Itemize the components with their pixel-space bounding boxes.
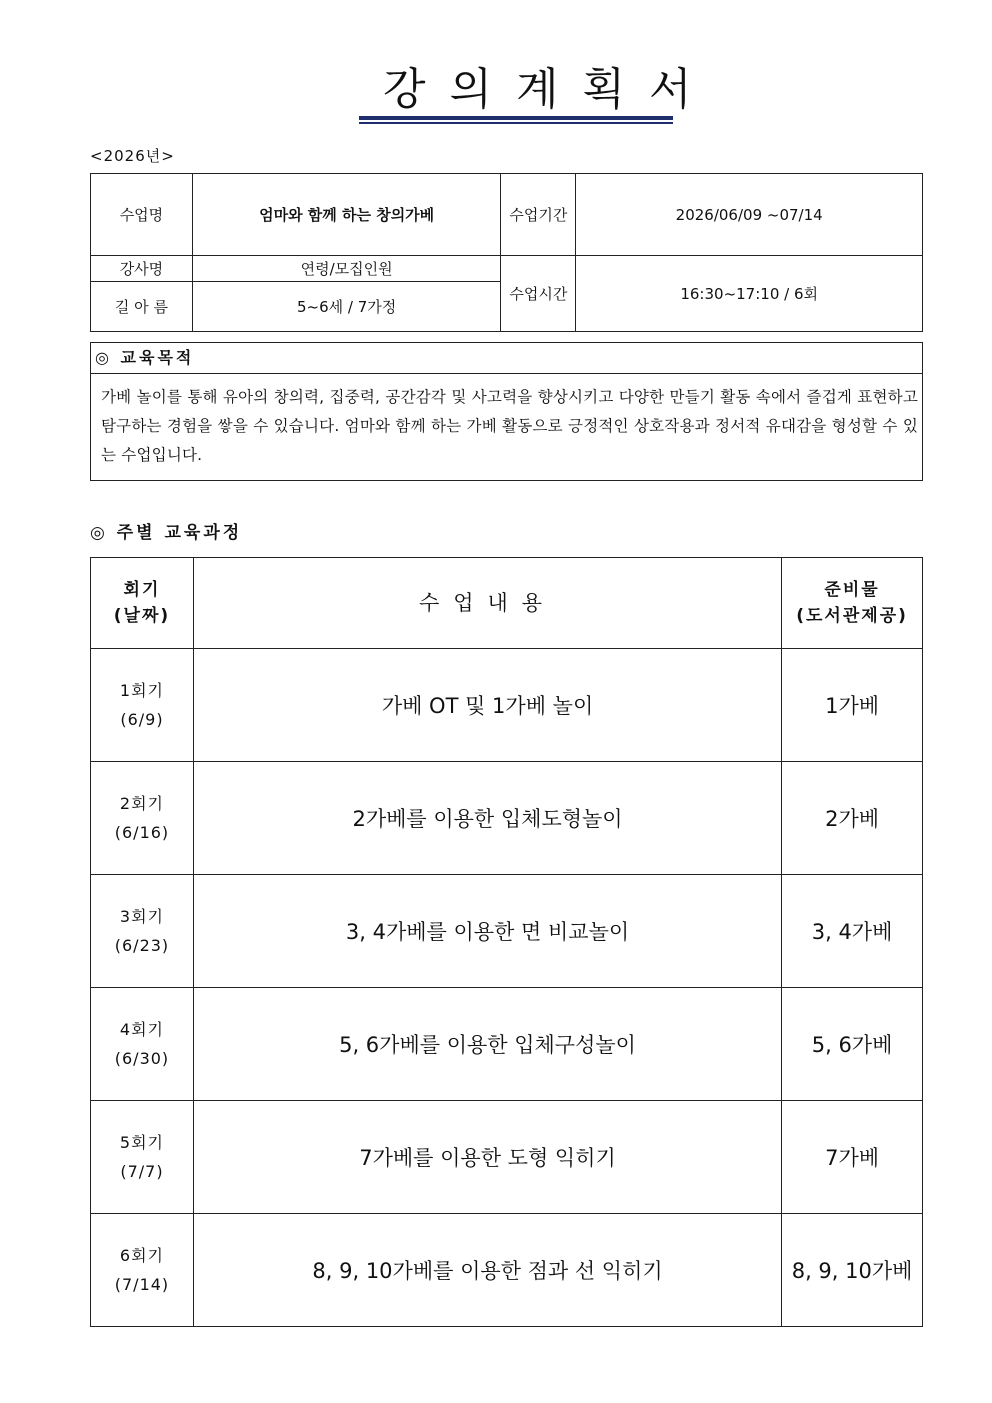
session-number: 2회기	[119, 794, 164, 813]
schedule-table	[90, 557, 923, 1327]
session-number: 6회기	[119, 1246, 164, 1265]
session-cell	[91, 875, 194, 988]
period-value: 2026/06/09 ~07/14	[576, 174, 923, 256]
session-header-line2: (날짜)	[113, 606, 171, 626]
session-column-header	[91, 558, 194, 649]
session-header-line1: 회기	[123, 580, 161, 600]
material-cell: 3, 4가베	[782, 875, 923, 988]
title-underline-thin	[359, 122, 673, 124]
purpose-heading: ◎ 교육목적	[91, 343, 922, 374]
session-cell	[91, 988, 194, 1101]
class-name-value: 엄마와 함께 하는 창의가베	[192, 174, 501, 256]
schedule-heading: ◎ 주별 교육과정	[90, 523, 243, 543]
session-number: 4회기	[119, 1020, 164, 1039]
session-number: 1회기	[119, 681, 164, 700]
session-date: (6/30)	[114, 1049, 170, 1068]
table-row	[91, 988, 923, 1101]
instructor-label: 강사명	[91, 256, 193, 282]
session-number: 3회기	[119, 907, 164, 926]
table-row	[91, 875, 923, 988]
table-row	[91, 1101, 923, 1214]
material-header-line2: (도서관제공)	[796, 606, 908, 626]
session-cell	[91, 762, 194, 875]
session-date: (7/14)	[114, 1275, 170, 1294]
period-label: 수업기간	[501, 174, 576, 256]
material-cell: 8, 9, 10가베	[782, 1214, 923, 1327]
time-label: 수업시간	[501, 256, 576, 332]
material-cell: 2가베	[782, 762, 923, 875]
name-label: 길 아 름	[91, 282, 193, 332]
content-cell: 7가베를 이용한 도형 익히기	[193, 1101, 781, 1214]
content-cell: 2가베를 이용한 입체도형놀이	[193, 762, 781, 875]
material-cell: 1가베	[782, 649, 923, 762]
content-column-header: 수업내용	[193, 558, 781, 649]
class-name-label: 수업명	[91, 174, 193, 256]
table-row	[91, 649, 923, 762]
document-title: 강의계획서	[383, 64, 716, 115]
material-cell: 7가베	[782, 1101, 923, 1214]
time-value: 16:30~17:10 / 6회	[576, 256, 923, 332]
session-date: (6/9)	[120, 710, 164, 729]
content-cell: 5, 6가베를 이용한 입체구성놀이	[193, 988, 781, 1101]
session-number: 5회기	[119, 1133, 164, 1152]
session-cell	[91, 649, 194, 762]
year-label: <2026년>	[90, 147, 175, 165]
purpose-box	[90, 342, 923, 481]
purpose-body: 가베 놀이를 통해 유아의 창의력, 집중력, 공간감각 및 사고력을 향상시키고 다양한 만들기 활동 속에서 즐겁게 표현하고 탐구하는 경험을 쌓을 수 있습니다. 엄마와 함께 하는 가베 활동으로 긍정적인 상호작용과 정서적 유대감을 형성할 수 있는 수업입니다.	[101, 388, 918, 464]
material-column-header	[782, 558, 923, 649]
instructor-value: 연령/모집인원	[192, 256, 501, 282]
material-header-line1: 준비물	[824, 580, 880, 600]
content-cell: 3, 4가베를 이용한 면 비교놀이	[193, 875, 781, 988]
session-date: (6/16)	[114, 823, 170, 842]
target-value: 5~6세 / 7가정	[192, 282, 501, 332]
material-cell: 5, 6가베	[782, 988, 923, 1101]
document-title-block	[359, 62, 716, 124]
class-info-table	[90, 173, 923, 332]
content-cell: 8, 9, 10가베를 이용한 점과 선 익히기	[193, 1214, 781, 1327]
session-cell	[91, 1214, 194, 1327]
session-cell	[91, 1101, 194, 1214]
table-row	[91, 762, 923, 875]
session-date: (6/23)	[114, 936, 170, 955]
content-cell: 가베 OT 및 1가베 놀이	[193, 649, 781, 762]
table-row	[91, 1214, 923, 1327]
session-date: (7/7)	[120, 1162, 164, 1181]
